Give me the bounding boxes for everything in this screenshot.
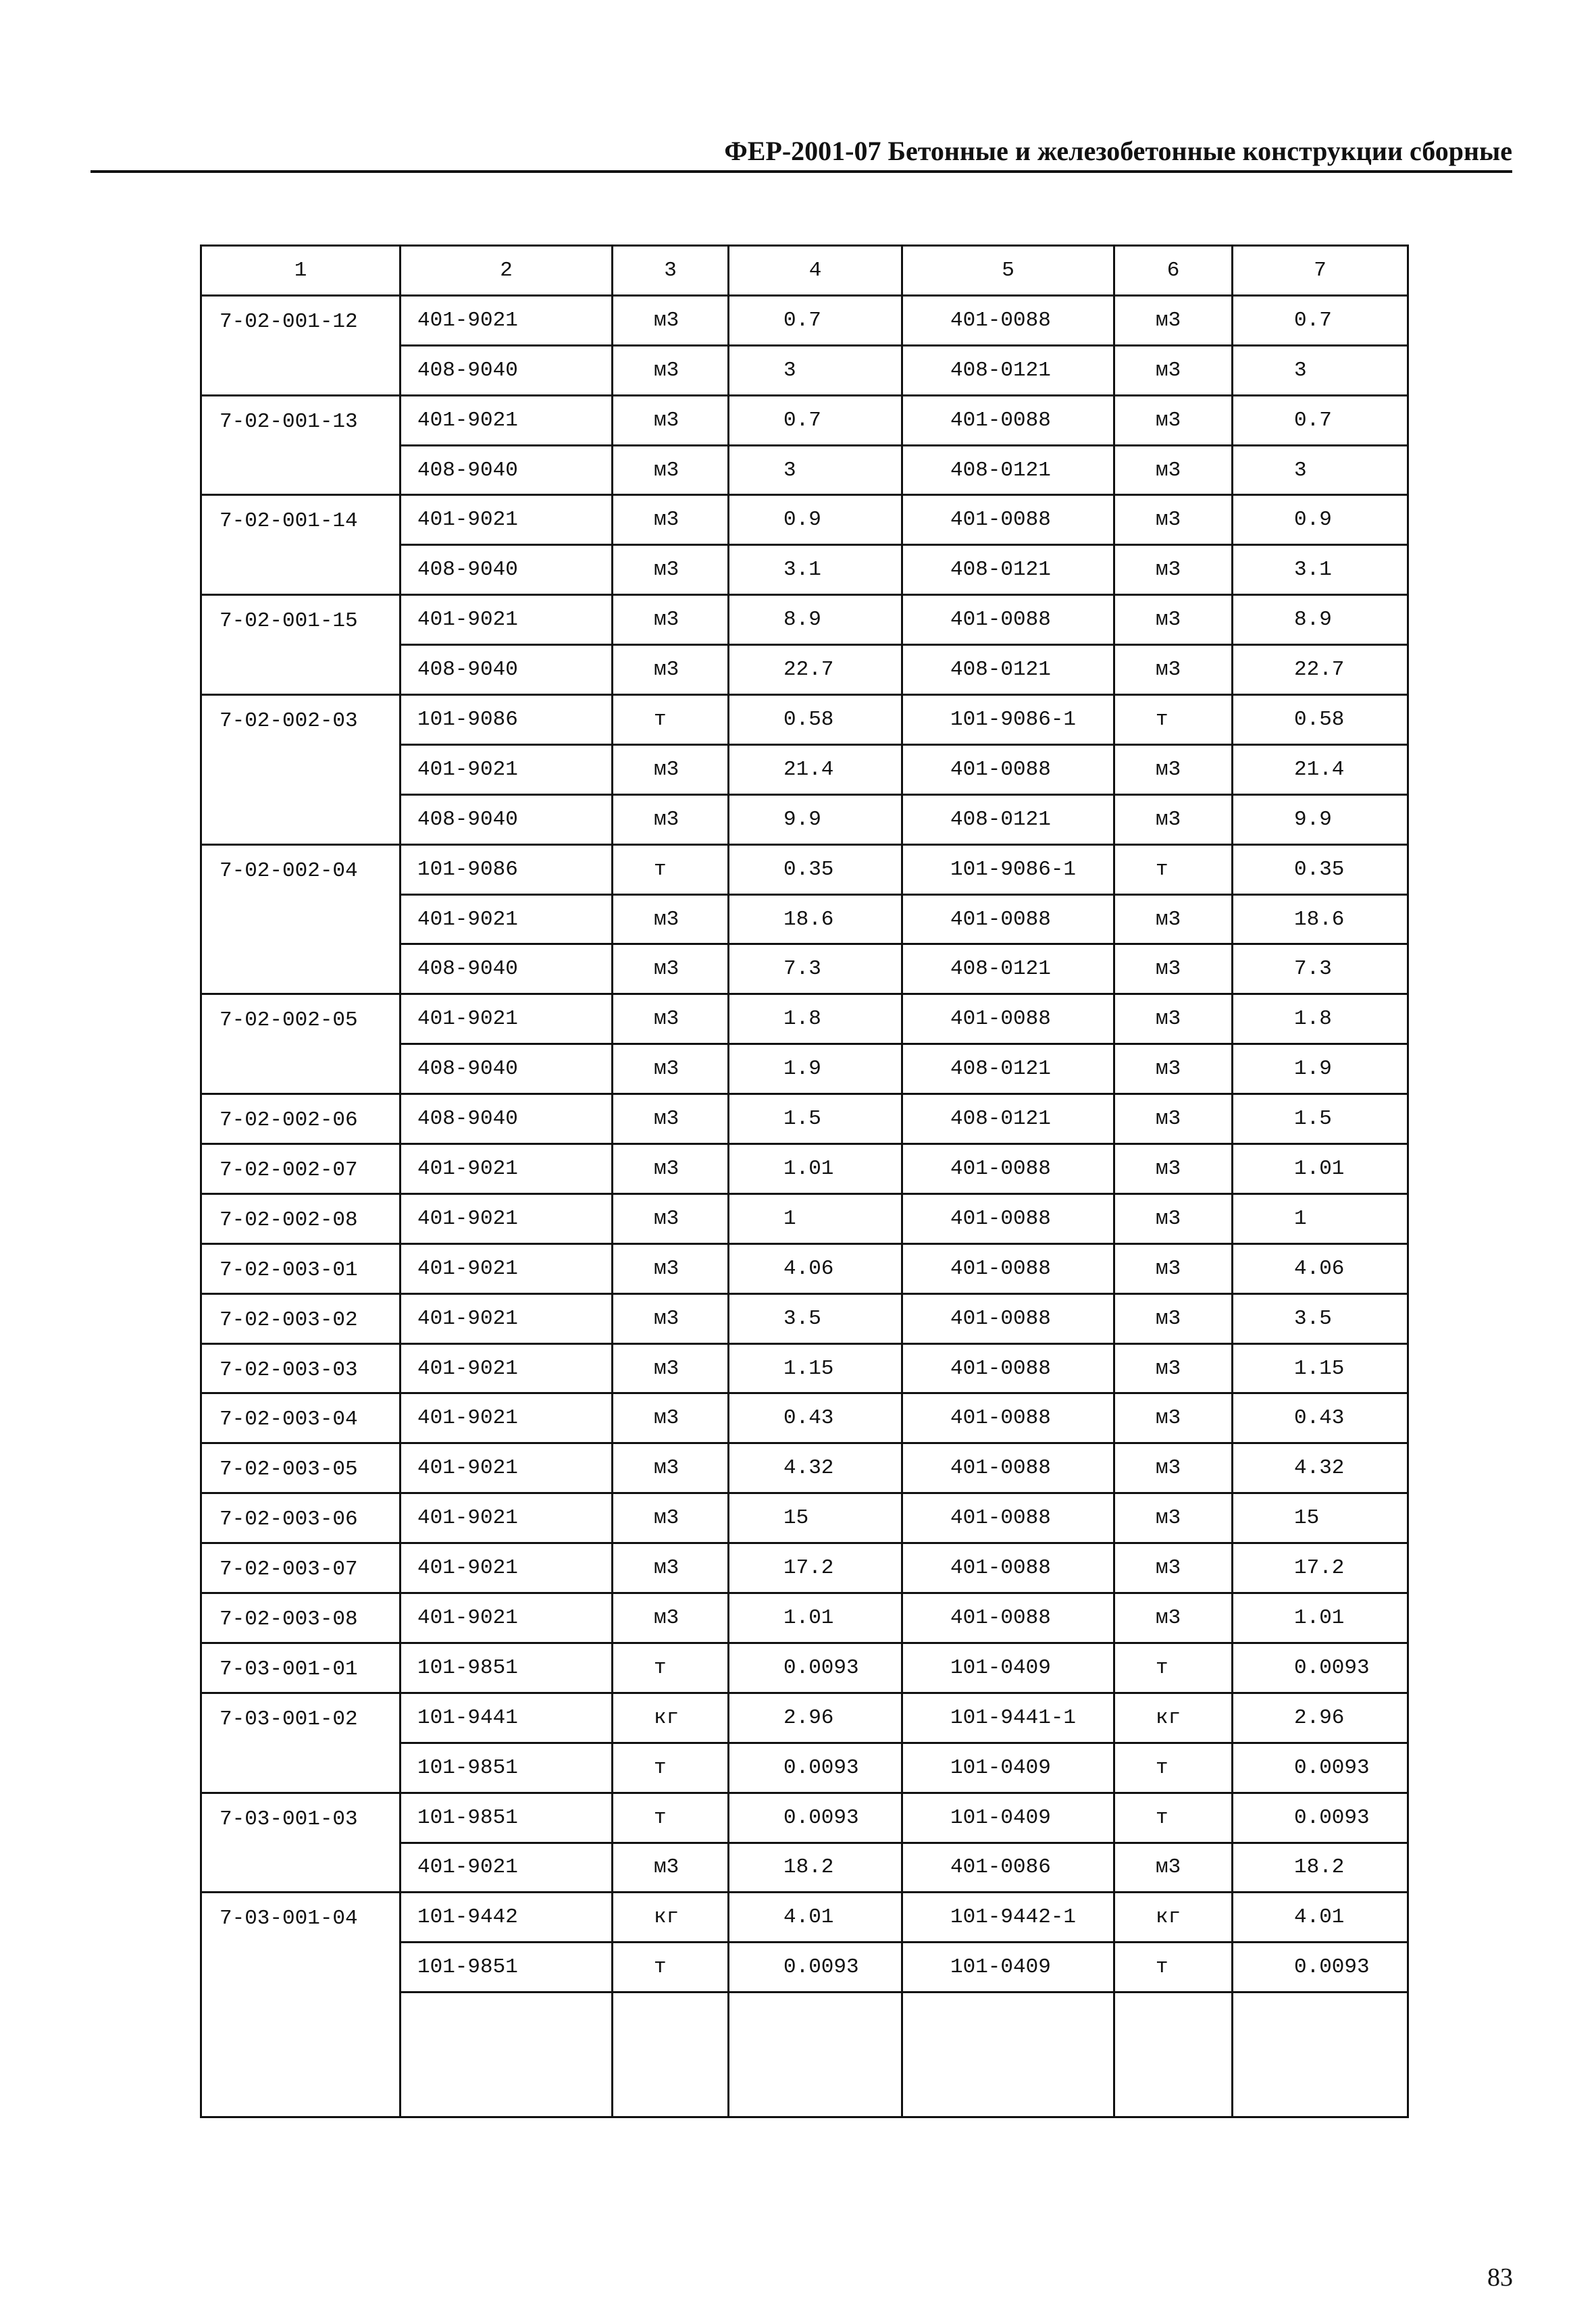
quantity-cell: 0.0093 [1233,1643,1408,1693]
unit-cell: м3 [1114,994,1233,1044]
empty-cell [729,1992,902,2117]
replacement-code-cell: 401-0088 [902,894,1114,944]
quantity-cell: 18.2 [1233,1843,1408,1893]
replacement-code-cell: 408-0121 [902,944,1114,994]
resource-code-cell: 101-9851 [401,1793,613,1843]
quantity-cell: 0.35 [729,844,902,894]
resource-code-cell: 408-9040 [401,944,613,994]
column-header: 3 [613,246,729,296]
resource-code-cell: 401-9021 [401,1443,613,1493]
column-header: 7 [1233,246,1408,296]
unit-cell: м3 [1114,1193,1233,1243]
unit-cell: м3 [613,1144,729,1194]
unit-cell: м3 [613,994,729,1044]
resource-code-cell: 401-9021 [401,894,613,944]
quantity-cell: 1.9 [1233,1044,1408,1094]
unit-cell: м3 [1114,1543,1233,1593]
quantity-cell: 15 [729,1493,902,1543]
quantity-cell: 1.9 [729,1044,902,1094]
resource-code-cell: 401-9021 [401,1243,613,1293]
column-header: 4 [729,246,902,296]
table-row [201,1793,1408,1843]
replacement-code-cell: 401-0088 [902,1543,1114,1593]
unit-cell: т [1114,695,1233,745]
quantity-cell: 2.96 [1233,1693,1408,1743]
unit-cell: м3 [1114,1094,1233,1144]
resource-code-cell: 401-9021 [401,1543,613,1593]
unit-cell: м3 [613,1493,729,1543]
replacement-code-cell: 401-0088 [902,1593,1114,1643]
table-row [201,1243,1408,1293]
rate-code-cell: 7-03-001-03 [201,1793,401,1893]
quantity-cell: 0.0093 [1233,1743,1408,1793]
quantity-cell: 7.3 [1233,944,1408,994]
rate-code-cell: 7-02-003-01 [201,1243,401,1293]
unit-cell: кг [613,1893,729,1943]
quantity-cell: 7.3 [729,944,902,994]
quantity-cell: 4.32 [729,1443,902,1493]
quantity-cell: 3 [729,445,902,495]
rate-code-cell: 7-02-001-14 [201,495,401,595]
table-row [201,1094,1408,1144]
rate-code-cell: 7-02-003-02 [201,1293,401,1343]
replacement-code-cell: 101-0409 [902,1793,1114,1843]
unit-cell: м3 [613,1094,729,1144]
unit-cell: т [613,695,729,745]
unit-cell: кг [1114,1893,1233,1943]
replacement-code-cell: 401-0088 [902,1243,1114,1293]
rate-code-cell: 7-02-002-04 [201,844,401,994]
resource-code-cell: 408-9040 [401,545,613,595]
quantity-cell: 15 [1233,1493,1408,1543]
unit-cell: м3 [613,495,729,545]
quantity-cell: 3 [729,345,902,395]
replacement-code-cell: 401-0088 [902,395,1114,445]
replacement-code-cell: 101-9442-1 [902,1893,1114,1943]
column-header: 5 [902,246,1114,296]
quantity-cell: 9.9 [1233,794,1408,844]
resource-code-cell: 401-9021 [401,1593,613,1643]
resource-code-cell: 401-9021 [401,595,613,645]
quantity-cell: 22.7 [729,645,902,695]
table-row [201,844,1408,894]
replacement-code-cell: 408-0121 [902,794,1114,844]
quantity-cell: 18.6 [1233,894,1408,944]
quantity-cell: 0.7 [729,395,902,445]
table-row [201,1293,1408,1343]
table-row [201,295,1408,345]
replacement-code-cell: 401-0088 [902,1293,1114,1343]
quantity-cell: 4.01 [729,1893,902,1943]
resource-code-cell: 401-9021 [401,1343,613,1393]
replacement-code-cell: 401-0088 [902,744,1114,794]
unit-cell: м3 [1114,295,1233,345]
quantity-cell: 4.01 [1233,1893,1408,1943]
quantity-cell: 1.15 [729,1343,902,1393]
unit-cell: т [613,1643,729,1693]
quantity-cell: 0.7 [1233,395,1408,445]
quantity-cell: 22.7 [1233,645,1408,695]
quantity-cell: 0.0093 [1233,1793,1408,1843]
rate-code-cell: 7-02-002-03 [201,695,401,845]
unit-cell: м3 [613,1293,729,1343]
resource-code-cell: 401-9021 [401,1293,613,1343]
column-number-row [201,246,1408,296]
unit-cell: м3 [613,794,729,844]
resource-code-cell: 101-9442 [401,1893,613,1943]
unit-cell: м3 [613,645,729,695]
unit-cell: т [1114,1643,1233,1693]
replacement-code-cell: 101-0409 [902,1643,1114,1693]
rate-code-cell: 7-02-003-04 [201,1393,401,1443]
quantity-cell: 9.9 [729,794,902,844]
replacement-code-cell: 408-0121 [902,1094,1114,1144]
quantity-cell: 0.43 [729,1393,902,1443]
unit-cell: м3 [1114,1343,1233,1393]
rate-code-cell: 7-03-001-01 [201,1643,401,1693]
unit-cell: м3 [613,1443,729,1493]
unit-cell: м3 [1114,1293,1233,1343]
quantity-cell: 21.4 [1233,744,1408,794]
unit-cell: м3 [1114,894,1233,944]
quantity-cell: 1.01 [1233,1144,1408,1194]
rate-code-cell: 7-03-001-04 [201,1893,401,2117]
rate-code-cell: 7-02-002-05 [201,994,401,1094]
table-row [201,1593,1408,1643]
quantity-cell: 1.8 [1233,994,1408,1044]
rate-code-cell: 7-02-003-03 [201,1343,401,1393]
rate-code-cell: 7-02-002-08 [201,1193,401,1243]
quantity-cell: 18.6 [729,894,902,944]
quantity-cell: 1.8 [729,994,902,1044]
quantity-cell: 1.01 [1233,1593,1408,1643]
unit-cell: м3 [613,1393,729,1443]
resource-table [200,245,1409,2118]
replacement-code-cell: 401-0088 [902,994,1114,1044]
unit-cell: м3 [613,1193,729,1243]
unit-cell: м3 [613,545,729,595]
resource-code-cell: 408-9040 [401,1044,613,1094]
resource-code-cell: 101-9851 [401,1943,613,1992]
resource-code-cell: 408-9040 [401,1094,613,1144]
quantity-cell: 1 [1233,1193,1408,1243]
resource-code-cell: 408-9040 [401,345,613,395]
resource-code-cell: 101-9086 [401,695,613,745]
unit-cell: м3 [1114,944,1233,994]
rate-code-cell: 7-02-002-06 [201,1094,401,1144]
quantity-cell: 1.01 [729,1593,902,1643]
quantity-cell: 1.5 [729,1094,902,1144]
empty-cell [902,1992,1114,2117]
quantity-cell: 3.1 [729,545,902,595]
table-row [201,695,1408,745]
unit-cell: м3 [613,1243,729,1293]
quantity-cell: 21.4 [729,744,902,794]
unit-cell: м3 [613,445,729,495]
unit-cell: м3 [1114,345,1233,395]
replacement-code-cell: 408-0121 [902,345,1114,395]
table-row [201,395,1408,445]
quantity-cell: 3.5 [1233,1293,1408,1343]
quantity-cell: 4.06 [1233,1243,1408,1293]
rate-code-cell: 7-02-001-12 [201,295,401,395]
rate-code-cell: 7-02-003-06 [201,1493,401,1543]
quantity-cell: 0.0093 [1233,1943,1408,1992]
unit-cell: м3 [613,1593,729,1643]
resource-code-cell: 401-9021 [401,495,613,545]
quantity-cell: 1 [729,1193,902,1243]
unit-cell: м3 [613,1343,729,1393]
column-header: 6 [1114,246,1233,296]
quantity-cell: 0.0093 [729,1743,902,1793]
rate-code-cell: 7-02-001-13 [201,395,401,495]
empty-cell [1233,1992,1408,2117]
quantity-cell: 0.7 [1233,295,1408,345]
replacement-code-cell: 101-9441-1 [902,1693,1114,1743]
unit-cell: м3 [1114,1044,1233,1094]
unit-cell: м3 [613,1543,729,1593]
page-number: 83 [1487,2263,1513,2292]
quantity-cell: 17.2 [1233,1543,1408,1593]
replacement-code-cell: 408-0121 [902,445,1114,495]
quantity-cell: 0.35 [1233,844,1408,894]
table-row [201,994,1408,1044]
quantity-cell: 0.7 [729,295,902,345]
table-row [201,595,1408,645]
unit-cell: м3 [613,295,729,345]
quantity-cell: 4.32 [1233,1443,1408,1493]
unit-cell: т [1114,1793,1233,1843]
quantity-cell: 3.1 [1233,545,1408,595]
resource-code-cell: 101-9851 [401,1743,613,1793]
table-row [201,495,1408,545]
replacement-code-cell: 101-0409 [902,1743,1114,1793]
unit-cell: м3 [1114,744,1233,794]
unit-cell: м3 [1114,645,1233,695]
table-row [201,1193,1408,1243]
table-row [201,1893,1408,1943]
resource-code-cell: 401-9021 [401,395,613,445]
resource-code-cell: 401-9021 [401,1843,613,1893]
unit-cell: м3 [613,345,729,395]
quantity-cell: 3.5 [729,1293,902,1343]
unit-cell: м3 [1114,395,1233,445]
header-rule [91,170,1512,173]
replacement-code-cell: 401-0088 [902,1443,1114,1493]
resource-code-cell: 408-9040 [401,645,613,695]
table-row [201,1493,1408,1543]
unit-cell: кг [613,1693,729,1743]
unit-cell: м3 [1114,545,1233,595]
resource-code-cell: 401-9021 [401,1493,613,1543]
replacement-code-cell: 401-0088 [902,1144,1114,1194]
unit-cell: м3 [613,1843,729,1893]
rate-code-cell: 7-02-002-07 [201,1144,401,1194]
rate-code-cell: 7-02-003-08 [201,1593,401,1643]
replacement-code-cell: 101-9086-1 [902,844,1114,894]
quantity-cell: 0.9 [729,495,902,545]
resource-code-cell: 401-9021 [401,1193,613,1243]
quantity-cell: 8.9 [1233,595,1408,645]
column-header: 1 [201,246,401,296]
unit-cell: т [613,844,729,894]
quantity-cell: 1.01 [729,1144,902,1194]
resource-code-cell: 408-9040 [401,445,613,495]
replacement-code-cell: 401-0088 [902,1393,1114,1443]
replacement-code-cell: 401-0088 [902,295,1114,345]
quantity-cell: 0.0093 [729,1943,902,1992]
quantity-cell: 3 [1233,445,1408,495]
rate-code-cell: 7-02-003-07 [201,1543,401,1593]
replacement-code-cell: 401-0088 [902,595,1114,645]
empty-cell [613,1992,729,2117]
unit-cell: м3 [613,744,729,794]
unit-cell: м3 [1114,595,1233,645]
replacement-code-cell: 408-0121 [902,645,1114,695]
resource-code-cell: 401-9021 [401,295,613,345]
empty-cell [401,1992,613,2117]
unit-cell: м3 [613,595,729,645]
quantity-cell: 0.9 [1233,495,1408,545]
resource-code-cell: 101-9441 [401,1693,613,1743]
resource-code-cell: 401-9021 [401,1144,613,1194]
table-row [201,1393,1408,1443]
unit-cell: м3 [1114,1843,1233,1893]
unit-cell: м3 [1114,1443,1233,1493]
table-row [201,1443,1408,1493]
table-row [201,1543,1408,1593]
unit-cell: м3 [613,395,729,445]
rate-code-cell: 7-02-001-15 [201,595,401,695]
table-row [201,1693,1408,1743]
unit-cell: т [613,1743,729,1793]
table-row [201,1144,1408,1194]
unit-cell: т [1114,1943,1233,1992]
unit-cell: м3 [613,944,729,994]
page-header-title: ФЕР-2001-07 Бетонные и железобетонные конструкции сборные [724,136,1512,166]
resource-code-cell: 401-9021 [401,744,613,794]
table-row [201,1343,1408,1393]
quantity-cell: 0.43 [1233,1393,1408,1443]
quantity-cell: 0.58 [729,695,902,745]
unit-cell: т [613,1943,729,1992]
rate-code-cell: 7-03-001-02 [201,1693,401,1793]
unit-cell: т [1114,1743,1233,1793]
unit-cell: м3 [1114,495,1233,545]
quantity-cell: 17.2 [729,1543,902,1593]
quantity-cell: 3 [1233,345,1408,395]
table-row [201,1643,1408,1693]
unit-cell: кг [1114,1693,1233,1743]
quantity-cell: 2.96 [729,1693,902,1743]
unit-cell: м3 [1114,1593,1233,1643]
column-header: 2 [401,246,613,296]
replacement-code-cell: 408-0121 [902,545,1114,595]
resource-code-cell: 401-9021 [401,1393,613,1443]
unit-cell: м3 [1114,1493,1233,1543]
quantity-cell: 0.0093 [729,1793,902,1843]
quantity-cell: 4.06 [729,1243,902,1293]
unit-cell: м3 [613,894,729,944]
resource-code-cell: 101-9851 [401,1643,613,1693]
replacement-code-cell: 401-0088 [902,495,1114,545]
replacement-code-cell: 401-0088 [902,1343,1114,1393]
replacement-code-cell: 401-0088 [902,1493,1114,1543]
unit-cell: м3 [1114,445,1233,495]
unit-cell: м3 [1114,1393,1233,1443]
replacement-code-cell: 408-0121 [902,1044,1114,1094]
unit-cell: м3 [613,1044,729,1094]
replacement-code-cell: 401-0086 [902,1843,1114,1893]
rate-code-cell: 7-02-003-05 [201,1443,401,1493]
resource-code-cell: 401-9021 [401,994,613,1044]
unit-cell: т [1114,844,1233,894]
replacement-code-cell: 101-9086-1 [902,695,1114,745]
unit-cell: т [613,1793,729,1843]
empty-cell [1114,1992,1233,2117]
replacement-code-cell: 401-0088 [902,1193,1114,1243]
quantity-cell: 0.0093 [729,1643,902,1693]
unit-cell: м3 [1114,794,1233,844]
resource-code-cell: 101-9086 [401,844,613,894]
resource-code-cell: 408-9040 [401,794,613,844]
quantity-cell: 1.5 [1233,1094,1408,1144]
unit-cell: м3 [1114,1243,1233,1293]
replacement-code-cell: 101-0409 [902,1943,1114,1992]
quantity-cell: 18.2 [729,1843,902,1893]
quantity-cell: 8.9 [729,595,902,645]
quantity-cell: 1.15 [1233,1343,1408,1393]
quantity-cell: 0.58 [1233,695,1408,745]
unit-cell: м3 [1114,1144,1233,1194]
